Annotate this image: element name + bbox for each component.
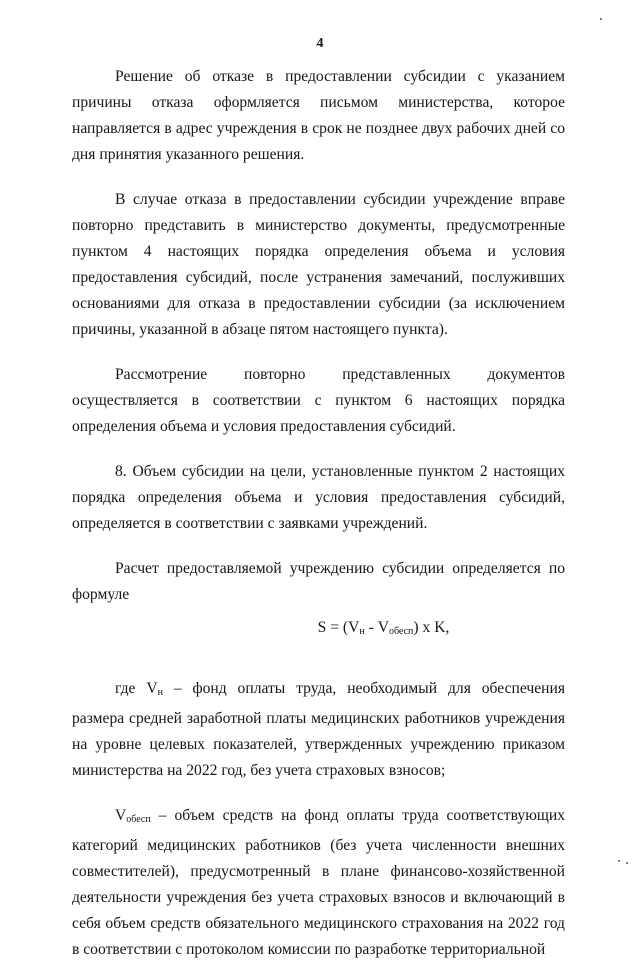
definition-vobesp-text: – объем средств на фонд оплаты труда соответствующих категорий медицинских работников (без учета численности внешних совместителей), предусмотренный в плане финансово-хозяйственной деятельности учреждения без учета страховых взносов и включающий в себя объем средств обязательного медицинского страхования на 2022 год в соответствии с протоколом комиссии по разработке территориальной — [72, 807, 565, 958]
page-number: 4 — [316, 36, 324, 51]
definition-vobesp-sub: обесп — [126, 814, 151, 825]
formula-tail: ) x K, — [413, 619, 450, 636]
definition-vn-text: – фонд оплаты труда, необходимый для обеспечения размера средней заработной платы медицинских работников учреждения на уровне целевых показателей, утвержденных учреждению приказом министерства на 2022 год, без учета страховых взносов; — [72, 680, 565, 779]
definition-vobesp — [72, 803, 565, 963]
formula-sub-obesp: обесп — [388, 626, 414, 637]
definition-vn-prefix: где V — [115, 680, 158, 697]
definition-vn-sub: н — [157, 687, 163, 698]
definition-vn — [72, 676, 565, 784]
formula-minus: - V — [364, 619, 389, 636]
definition-vobesp-prefix: V — [115, 807, 127, 824]
formula-sub-n: н — [359, 626, 365, 637]
formula-lead: S = (V — [317, 619, 360, 636]
paragraph-review: Рассмотрение повторно представленных документов осуществляется в соответствии с пунктом 6 настоящих порядка определения объема и условия предоставления субсидий. — [72, 366, 565, 435]
paragraph-formula-intro: Расчет предоставляемой учреждению субсидии определяется по формуле — [72, 560, 565, 603]
paragraph-refusal-letter: Решение об отказе в предоставлении субсидии с указанием причины отказа оформляется письмом министерства, которое направляется в адрес учреждения в срок не позднее двух рабочих дней со дня принятия указанного решения. — [72, 68, 565, 163]
subsidy-formula — [72, 615, 565, 645]
paragraph-resubmission: В случае отказа в предоставлении субсидии учреждение вправе повторно представить в министерство документы, предусмотренные пунктом 4 настоящих порядка определения объема и условия предоставления субсидий, после устранения замечаний, послуживших основаниями для отказа в предоставлении субсидии (за исключением причины, указанной в абзаце пятом настоящего пункта). — [72, 191, 565, 338]
paragraph-subsidy-volume: 8. Объем субсидии на цели, установленные пунктом 2 настоящих порядка определения объема и условия предоставления субсидий, определяется в соответствии с заявками учреждений. — [72, 463, 565, 532]
scan-speck — [618, 860, 620, 862]
scan-speck — [626, 862, 628, 864]
document-body — [72, 64, 565, 963]
scan-speck — [600, 18, 602, 20]
